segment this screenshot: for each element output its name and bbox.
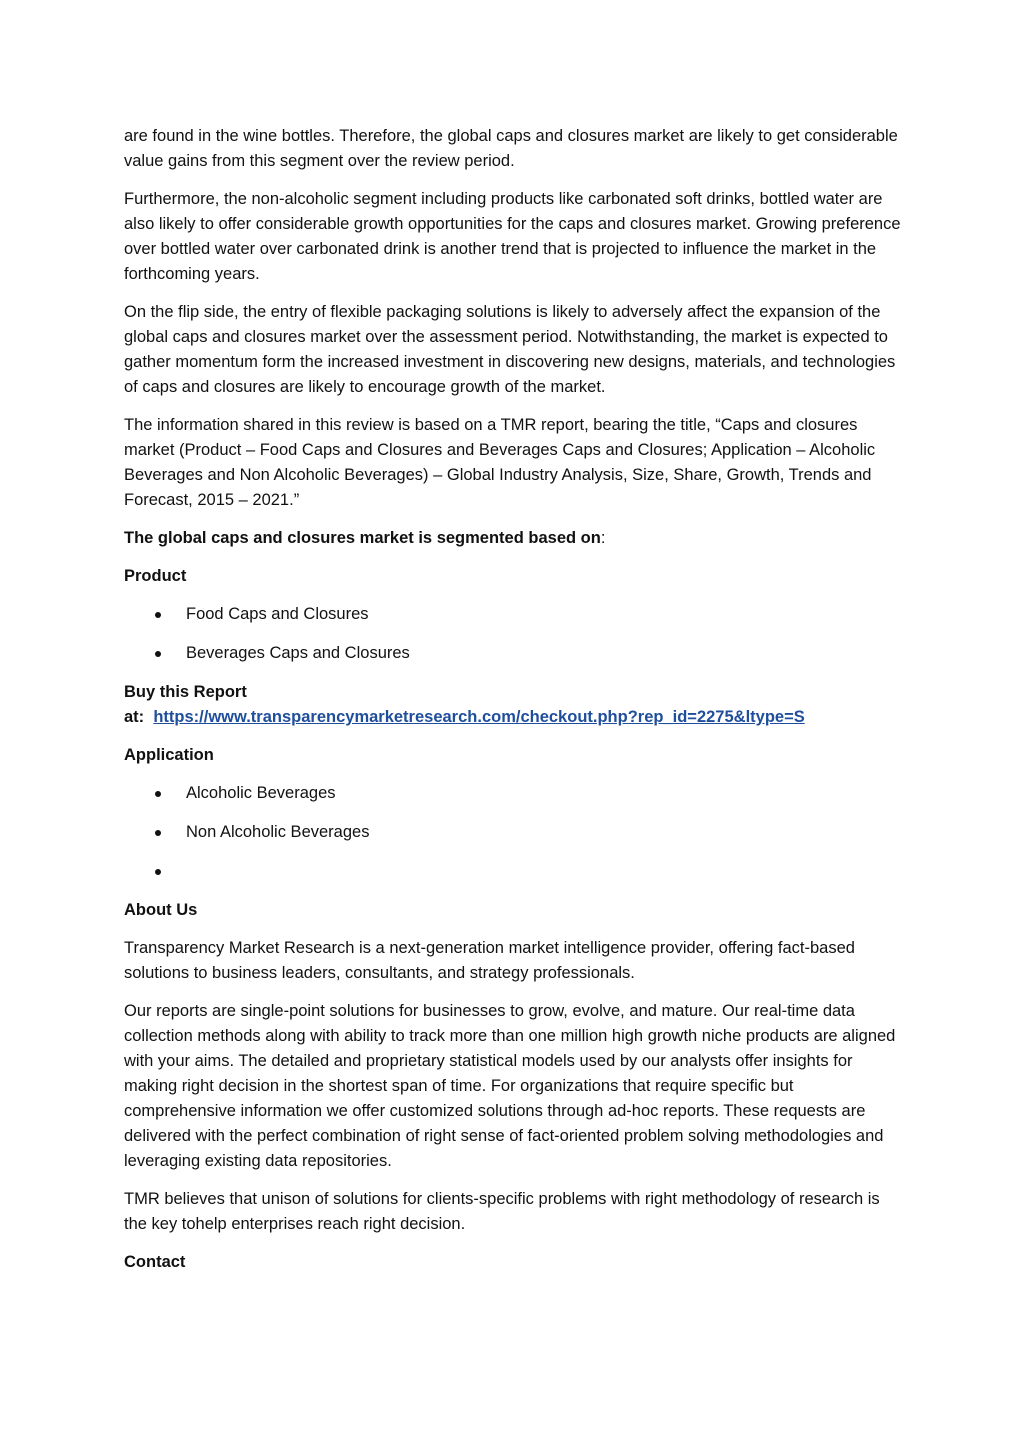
- about-paragraph-reports: Our reports are single-point solutions for businesses to grow, evolve, and mature. Our real-time data collection methods along with ability to track more than one million high growth niche products are aligned with your aims. The detailed and proprietary statistical models used by our analysts offer insights for making right decision in the shortest span of time. For organizations that require specific but comprehensive information we offer customized solutions through ad-hoc reports. These requests are delivered with the perfect combination of right sense of fact-oriented problem solving methodologies and leveraging existing data repositories.: [124, 1002, 896, 1170]
- list-item: [124, 641, 904, 666]
- list-item-label: Non Alcoholic Beverages: [186, 823, 370, 841]
- about-paragraph-intro: Transparency Market Research is a next-generation market intelligence provider, offering fact-based solutions to business leaders, consultants, and strategy professionals.: [124, 939, 855, 982]
- segmented-heading-colon: :: [600, 529, 606, 547]
- product-heading: Product: [124, 567, 187, 585]
- document-page: [124, 124, 904, 1288]
- contact-heading: Contact: [124, 1253, 186, 1271]
- buy-report-link[interactable]: https://www.transparencymarketresearch.com/checkout.php?rep_id=2275&ltype=S: [153, 708, 805, 726]
- list-item-label: Alcoholic Beverages: [186, 784, 336, 802]
- list-item-empty: [124, 859, 904, 884]
- list-item-label: Food Caps and Closures: [186, 605, 369, 623]
- segmented-heading-text: The global caps and closures market is segmented based on: [124, 529, 601, 547]
- application-heading: Application: [124, 746, 214, 764]
- list-item-label: Beverages Caps and Closures: [186, 644, 410, 662]
- segmented-heading: [124, 526, 904, 551]
- bullet-icon: [155, 612, 161, 618]
- paragraph-wine-bottles: are found in the wine bottles. Therefore, the global caps and closures market are likely to get considerable value gains from this segment over the review period.: [124, 127, 898, 170]
- bullet-icon: [155, 830, 161, 836]
- paragraph-non-alcoholic: Furthermore, the non-alcoholic segment including products like carbonated soft drinks, bottled water are also likely to offer considerable growth opportunities for the caps and closures market. Growing preference over bottled water over carbonated drink is another trend that is projected to influence the market in the forthcoming years.: [124, 190, 901, 283]
- about-paragraph-belief: TMR believes that unison of solutions for clients-specific problems with right methodology of research is the key tohelp enterprises reach right decision.: [124, 1190, 880, 1233]
- buy-report-block: [124, 680, 904, 730]
- buy-report-at-label: at:: [124, 708, 145, 726]
- bullet-icon: [155, 791, 161, 797]
- buy-report-link-line: [124, 705, 904, 730]
- about-heading: About Us: [124, 901, 198, 919]
- buy-report-label: Buy this Report: [124, 683, 247, 701]
- bullet-icon: [155, 869, 161, 875]
- paragraph-flip-side: On the flip side, the entry of flexible packaging solutions is likely to adversely affect the expansion of the global caps and closures market over the assessment period. Notwithstanding, the market is expected to gather momentum form the increased investment in discovering new designs, materials, and technologies of caps and closures are likely to encourage growth of the market.: [124, 303, 896, 396]
- list-item: [124, 820, 904, 845]
- paragraph-report-info: The information shared in this review is based on a TMR report, bearing the title, “Caps and closures market (Product – Food Caps and Closures and Beverages Caps and Closures; Application – Alcoholic Beverages and Non Alcoholic Beverages) – Global Industry Analysis, Size, Share, Growth, Trends and Forecast, 2015 – 2021.”: [124, 416, 876, 509]
- list-item: [124, 602, 904, 627]
- list-item: [124, 781, 904, 806]
- product-list: [124, 602, 904, 666]
- bullet-icon: [155, 651, 161, 657]
- application-list: [124, 781, 904, 884]
